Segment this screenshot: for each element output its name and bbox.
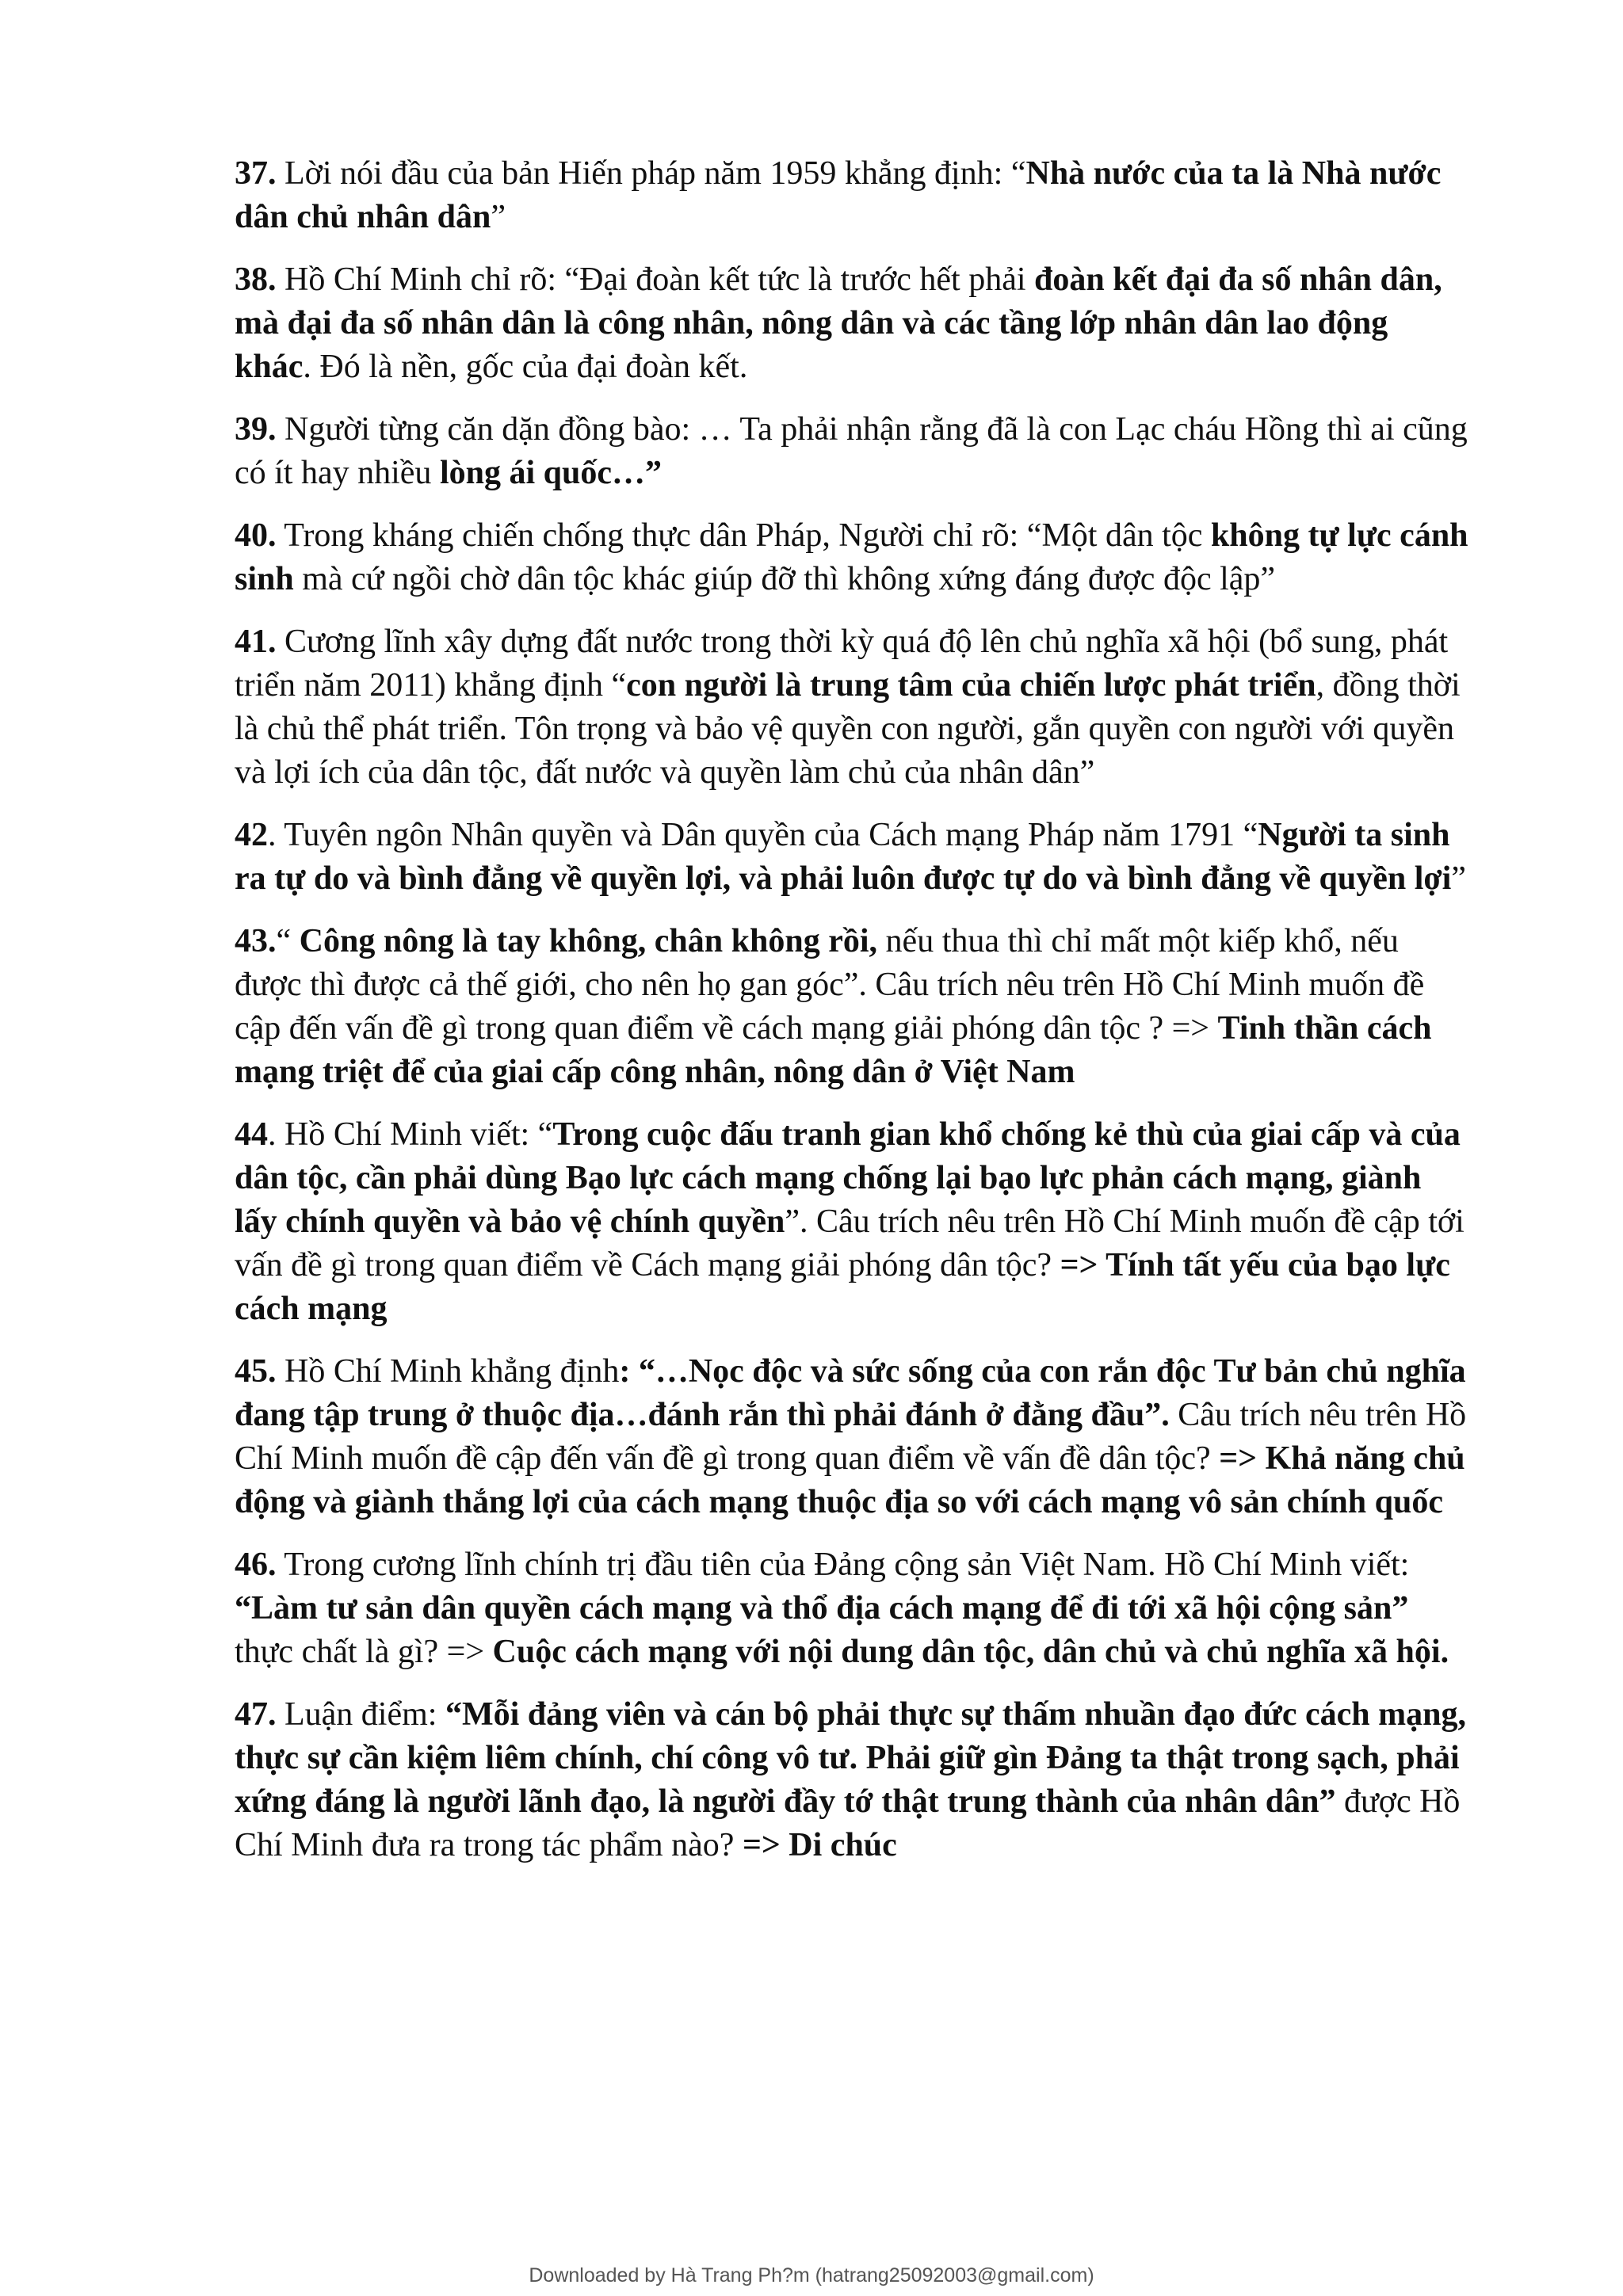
- question-number: 45.: [235, 1353, 277, 1390]
- question-text: . Hồ Chí Minh viết: “: [268, 1116, 553, 1153]
- emphasized-text: Người ta sinh ra tự do và bình đẳng về quyền lợi, và phải luôn được tự do và bình đẳng về quyền lợi: [235, 817, 1452, 897]
- question-text: Người từng căn dặn đồng bào: … Ta phải nhận rằng đã là con Lạc cháu Hồng thì ai cũng có ít hay nhiều: [235, 411, 1468, 491]
- question-text: Trong kháng chiến chống thực dân Pháp, Người chỉ rõ: “Một dân tộc: [276, 517, 1211, 554]
- question-text: được Hồ Chí Minh đưa ra trong tác phẩm nào?: [235, 1783, 1461, 1863]
- question-text: thực chất là gì? =>: [235, 1634, 493, 1670]
- question-text: Luận điểm:: [276, 1696, 445, 1733]
- emphasized-text: Công nông là tay không, chân không rồi,: [299, 923, 878, 959]
- question-number: 47.: [235, 1696, 277, 1733]
- question-text: Hồ Chí Minh chỉ rõ: “Đại đoàn kết tức là trước hết phải: [276, 261, 1035, 298]
- question-text: “: [276, 923, 300, 959]
- emphasized-text: “Mỗi đảng viên và cán bộ phải thực sự thấm nhuần đạo đức cách mạng, thực sự cần kiệm liêm chính, chí công vô tư. Phải giữ gìn Đảng ta thật trong sạch, phải xứng đáng là người lãnh đạo, là người đầy tớ thật trung thành của nhân dân”: [235, 1696, 1466, 1820]
- emphasized-text: Trong cuộc đấu tranh gian khổ chống kẻ thù của giai cấp và của dân tộc, cần phải dùng Bạo lực cách mạng chống lại bạo lực phản cách mạng, giành lấy chính quyền và bảo vệ chính quyền: [235, 1116, 1461, 1240]
- question-number: 46.: [235, 1547, 277, 1583]
- question-text: . Đó là nền, gốc của đại đoàn kết.: [303, 349, 748, 385]
- answer-text: => Di chúc: [742, 1827, 897, 1863]
- question-38: [235, 258, 1471, 389]
- question-42: [235, 814, 1471, 901]
- question-44: [235, 1113, 1471, 1331]
- emphasized-text: không tự lực cánh sinh: [235, 517, 1468, 597]
- answer-text: => Khả năng chủ động và giành thắng lợi của cách mạng thuộc địa so với cách mạng vô sản chính quốc: [235, 1440, 1465, 1520]
- question-number: 41.: [235, 624, 277, 660]
- question-number: 38.: [235, 261, 277, 298]
- question-number: 44: [235, 1116, 268, 1153]
- answer-text: Tinh thần cách mạng triệt để của giai cấp công nhân, nông dân ở Việt Nam: [235, 1010, 1432, 1090]
- emphasized-text: con người là trung tâm của chiến lược phát triển: [626, 667, 1316, 704]
- emphasized-text: “Làm tư sản dân quyền cách mạng và thổ địa cách mạng để đi tới xã hội cộng sản”: [235, 1590, 1409, 1627]
- question-text: , đồng thời là chủ thể phát triển. Tôn trọng và bảo vệ quyền con người, gắn quyền con người với quyền và lợi ích của dân tộc, đất nước và quyền làm chủ của nhân dân”: [235, 667, 1461, 791]
- question-text: Câu trích nêu trên Hồ Chí Minh muốn đề cập đến vấn đề gì trong quan điểm về vấn đề dân tộc?: [235, 1397, 1467, 1477]
- question-46: [235, 1543, 1471, 1674]
- question-40: [235, 514, 1471, 601]
- question-text: Hồ Chí Minh khẳng định: [276, 1353, 620, 1390]
- question-39: [235, 408, 1471, 495]
- download-footer: Downloaded by Hà Trang Ph?m (hatrang25092003@gmail.com): [529, 2264, 1094, 2286]
- emphasized-text: : “…Nọc độc và sức sống của con rắn độc Tư bản chủ nghĩa đang tập trung ở thuộc địa…đánh rắn thì phải đánh ở đằng đầu”.: [235, 1353, 1466, 1433]
- question-number: 43.: [235, 923, 277, 959]
- question-text: ”: [1451, 860, 1466, 897]
- question-text: . Tuyên ngôn Nhân quyền và Dân quyền của Cách mạng Pháp năm 1791 “: [268, 817, 1258, 853]
- question-number: 37.: [235, 155, 277, 192]
- question-text: Cương lĩnh xây dựng đất nước trong thời kỳ quá độ lên chủ nghĩa xã hội (bổ sung, phát triển năm 2011) khẳng định “: [235, 624, 1449, 704]
- question-45: [235, 1350, 1471, 1524]
- emphasized-text: lòng ái quốc…”: [439, 455, 662, 491]
- question-text: Lời nói đầu của bản Hiến pháp năm 1959 khẳng định: “: [276, 155, 1026, 192]
- question-text: mà cứ ngồi chờ dân tộc khác giúp đỡ thì không xứng đáng được độc lập”: [293, 561, 1276, 597]
- answer-text: => Tính tất yếu của bạo lực cách mạng: [235, 1247, 1450, 1327]
- emphasized-text: Nhà nước của ta là Nhà nước dân chủ nhân dân: [235, 155, 1442, 235]
- question-number: 39.: [235, 411, 277, 448]
- document-body: [235, 152, 1471, 1886]
- question-number: 42: [235, 817, 268, 853]
- question-number: 40.: [235, 517, 277, 554]
- answer-text: Cuộc cách mạng với nội dung dân tộc, dân chủ và chủ nghĩa xã hội.: [492, 1634, 1449, 1670]
- question-text: Trong cương lĩnh chính trị đầu tiên của Đảng cộng sản Việt Nam. Hồ Chí Minh viết:: [276, 1547, 1410, 1583]
- question-43: [235, 920, 1471, 1094]
- emphasized-text: đoàn kết đại đa số nhân dân, mà đại đa số nhân dân là công nhân, nông dân và các tầng lớp nhân dân lao động khác: [235, 261, 1442, 385]
- question-text: nếu thua thì chỉ mất một kiếp khổ, nếu được thì được cả thế giới, cho nên họ gan góc”. Câu trích nêu trên Hồ Chí Minh muốn đề cập đến vấn đề gì trong quan điểm về cách mạng giải phóng dân tộc ? =>: [235, 923, 1425, 1047]
- question-47: [235, 1693, 1471, 1867]
- question-41: [235, 620, 1471, 795]
- question-37: [235, 152, 1471, 239]
- question-text: ”. Câu trích nêu trên Hồ Chí Minh muốn đề cập tới vấn đề gì trong quan điểm về Cách mạng giải phóng dân tộc?: [235, 1203, 1465, 1283]
- question-text: ”: [491, 199, 506, 235]
